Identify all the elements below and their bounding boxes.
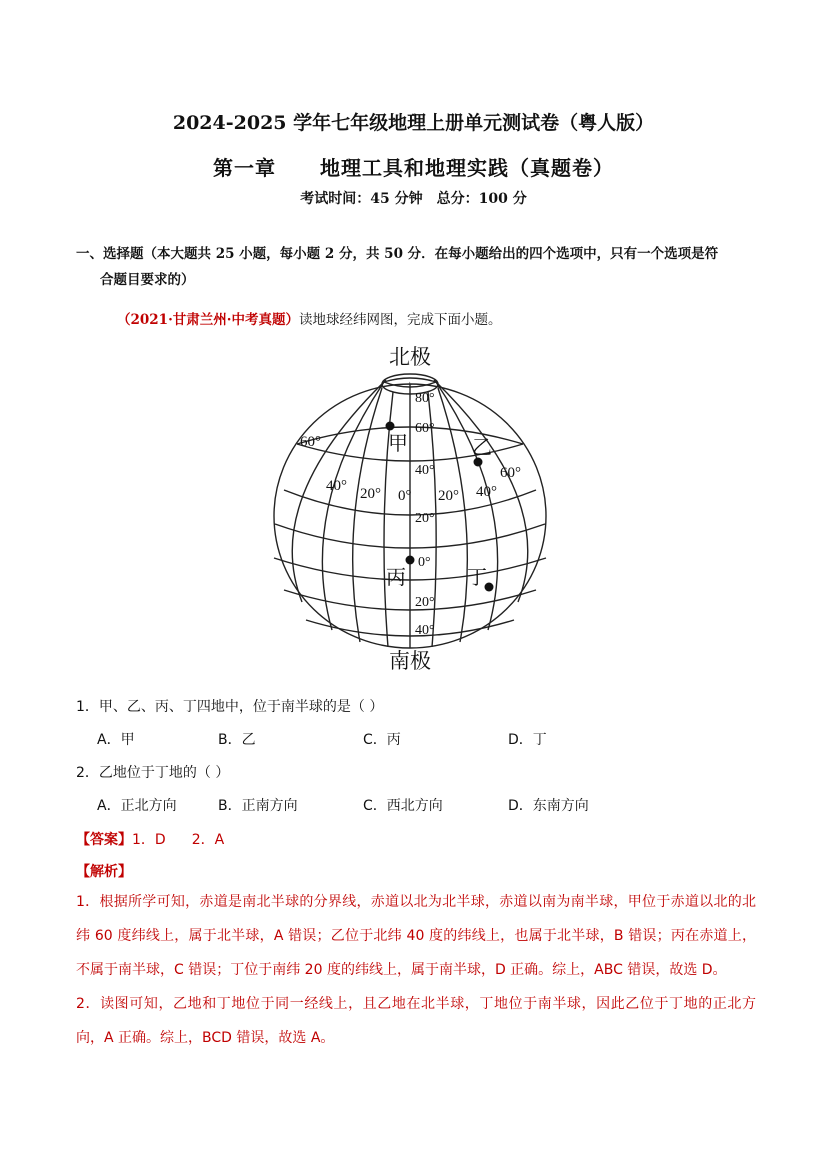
- point-bing-label: 丙: [386, 567, 406, 589]
- lat-label-60: 60°: [415, 421, 435, 436]
- question-2-option-a[interactable]: A．正北方向: [97, 798, 177, 814]
- point-bing-marker: [406, 556, 415, 565]
- lat-label-80: 80°: [415, 391, 435, 406]
- question-1-option-a[interactable]: A．甲: [97, 732, 135, 748]
- point-ding-label: 丁: [467, 567, 487, 589]
- globe-graticule-figure: [260, 340, 560, 680]
- section-heading: [76, 241, 756, 293]
- analysis-tag: 【解析】: [76, 864, 132, 880]
- lat-label-20n: 20°: [415, 511, 435, 526]
- question-1-option-b[interactable]: B．乙: [218, 732, 256, 748]
- question-2-option-c[interactable]: C．西北方向: [363, 798, 443, 814]
- exam-time: 考试时间：45 分钟: [300, 191, 423, 207]
- source-text: 读地球经纬网图，完成下面小题。: [298, 312, 502, 328]
- lon-label-w40: 40°: [326, 478, 347, 494]
- analysis-paragraph-2: 2．读图可知，乙地和丁地位于同一经线上，且乙地在北半球，丁地位于南半球，因此乙位于丁地的正北方向，A 正确。综上，BCD 错误，故选 A。: [76, 996, 756, 1046]
- chapter-title: 地理工具和地理实践（真题卷）: [320, 156, 614, 180]
- point-jia-label: 甲: [388, 433, 408, 455]
- lon-label-e40: 40°: [476, 484, 497, 500]
- lon-label-0: 0°: [398, 488, 412, 504]
- analysis-body: [76, 885, 756, 1055]
- south-pole-label: 南极: [389, 649, 431, 673]
- page-title: 2024-2025 学年七年级地理上册单元测试卷（粤人版）: [172, 112, 655, 134]
- lat-label-40s: 40°: [415, 623, 435, 638]
- lon-label-e20: 20°: [438, 488, 459, 504]
- north-pole-label: 北极: [389, 345, 431, 369]
- lat-label-40: 40°: [415, 463, 435, 478]
- chapter-number: 第一章: [213, 156, 276, 180]
- answer-block: [76, 829, 224, 849]
- lon-label-e60: 60°: [500, 465, 521, 481]
- point-jia-marker: [386, 422, 395, 431]
- analysis-paragraph-1: 1．根据所学可知，赤道是南北半球的分界线，赤道以北为北半球，赤道以南为南半球，甲位于赤道以北的北纬 60 度纬线上，属于北半球，A 错误；乙位于北纬 40 度的纬线上，也属于北半球，B 错误；丙在赤道上，不属于南半球，C 错误；丁位于南纬 20 度的纬线上，属于南半球，D 正确。综上，ABC 错误，故选 D。: [76, 894, 756, 978]
- svg-text:+: +: [407, 380, 413, 391]
- question-source: [117, 308, 501, 328]
- question-2-option-d[interactable]: D．东南方向: [508, 798, 589, 814]
- lon-label-w60: 60°: [300, 434, 321, 450]
- answer-tag: 【答案】: [76, 832, 132, 848]
- question-2-option-b[interactable]: B．正南方向: [218, 798, 298, 814]
- question-1-option-d[interactable]: D．丁: [508, 732, 547, 748]
- exam-score: 总分：100 分: [436, 191, 527, 207]
- section-label-cont: 合题目要求的）: [100, 272, 195, 288]
- chapter-heading: [0, 152, 827, 181]
- question-1-option-c[interactable]: C．丙: [363, 732, 401, 748]
- exam-meta: [0, 188, 827, 208]
- answer-1: 1．D: [132, 832, 166, 848]
- source-tag: （2021·甘肃兰州·中考真题）: [117, 312, 299, 328]
- answer-2: 2．A: [191, 832, 225, 848]
- question-1-stem: 1．甲、乙、丙、丁四地中，位于南半球的是（ ）: [76, 699, 384, 715]
- lat-label-0: 0°: [418, 555, 431, 570]
- lon-label-w20: 20°: [360, 486, 381, 502]
- question-2-stem: 2．乙地位于丁地的（ ）: [76, 765, 230, 781]
- point-yi-label: 乙: [472, 437, 492, 459]
- section-label: 一、选择题（本大题共 25 小题，每小题 2 分，共 50 分．在每小题给出的四个选项中，只有一个选项是符: [76, 246, 719, 262]
- lat-label-20s: 20°: [415, 595, 435, 610]
